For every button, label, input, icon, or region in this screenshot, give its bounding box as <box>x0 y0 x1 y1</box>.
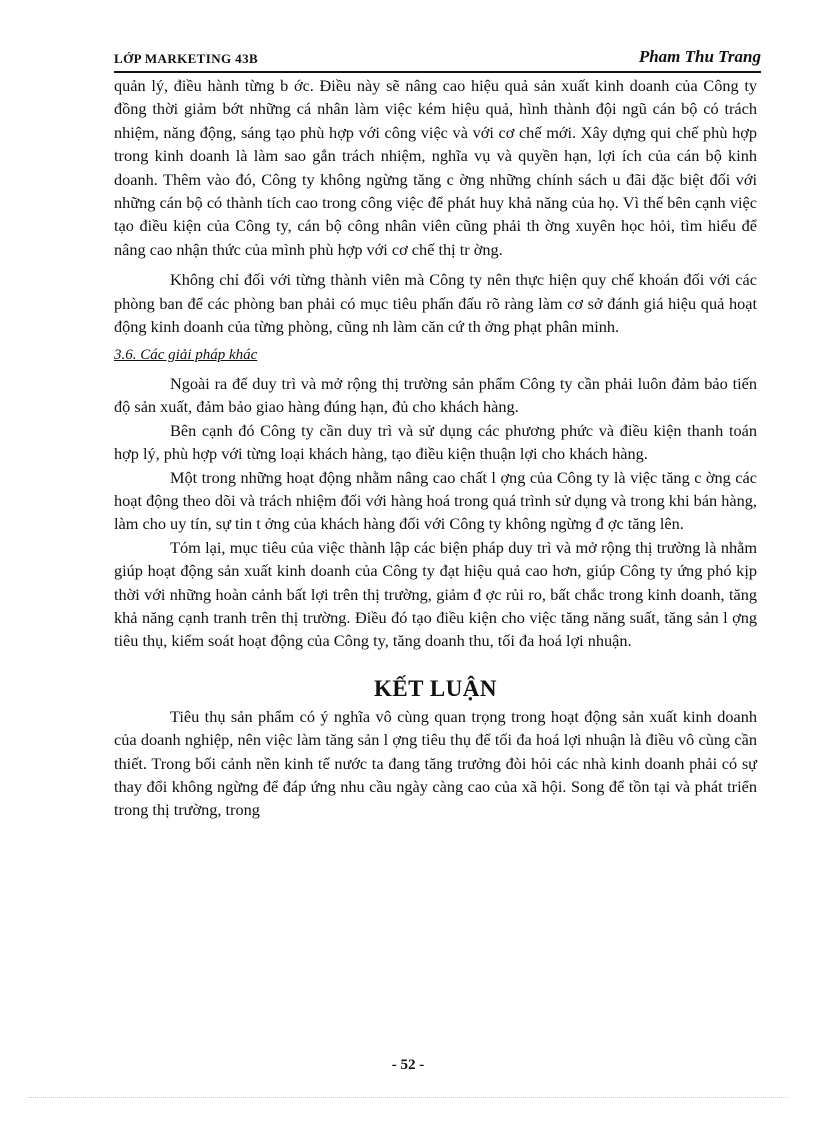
paragraph-2: Không chỉ đối với từng thành viên mà Công ty nên thực hiện quy chế khoán đối với các phòng ban để các phòng ban phải có mục tiêu phấn đấu rõ ràng làm cơ sở đánh giá hiệu quả hoạt động kinh doanh của từng phòng, cũng nh làm căn cứ th ởng phạt phân minh. <box>114 270 757 337</box>
paragraph-4: Bên cạnh đó Công ty cần duy trì và sử dụng các phương phức và điều kiện thanh toán hợp lý, phù hợp với từng loại khách hàng, tạo điều kiện thuận lợi cho khách hàng. <box>114 420 757 464</box>
page-header <box>114 47 761 71</box>
paragraph-5: Một trong những hoạt động nhằm nâng cao chất l ợng của Công ty là việc tăng c ờng các hoạt động theo dõi và trách nhiệm đối với hàng hoá trong quá trình sử dụng và trong khi bán hàng, làm cho uy tín, sự tin t ởng của khách hàng đối với Công ty không ngừng đ ợc tăng lên. <box>114 467 757 534</box>
header-author-name: Pham Thu Trang <box>638 47 761 66</box>
paragraph-1: quản lý, điều hành từng b ớc. Điều này sẽ nâng cao hiệu quả sản xuất kinh doanh của Công ty đồng thời giảm bớt những cá nhân làm việc kém hiệu quả, hình thành đội ngũ cán bộ có trách nhiệm, năng động, sáng tạo phù hợp với công việc và với cơ chế mới. Xây dựng qui chế phù hợp trong kinh doanh là làm sao gắn trách nhiệm, nghĩa vụ và quyền hạn, lợi ích của cán bộ kinh doanh. Thêm vào đó, Công ty không ngừng tăng c ờng những chính sách u đãi đặc biệt đối với những cán bộ có thành tích cao trong công việc để phát huy khả năng của họ. Vì thế bên cạnh việc tạo điều kiện của Công ty, cán bộ công nhân viên cũng phải th ờng xuyên học hỏi, tìm hiểu để nâng cao nhận thức của mình phù hợp với cơ chế thị tr ờng. <box>114 76 757 259</box>
header-rule <box>114 71 761 73</box>
header-class-label: LỚP MARKETING 43B <box>114 51 259 66</box>
page-bottom-divider <box>28 1097 788 1098</box>
paragraph-3: Ngoài ra để duy trì và mở rộng thị trường sản phẩm Công ty cần phải luôn đảm bảo tiến độ sản xuất, đảm bảo giao hàng đúng hạn, đủ cho khách hàng. <box>114 373 757 417</box>
conclusion-title: KẾT LUẬN <box>373 675 498 701</box>
document-body <box>114 74 757 822</box>
paragraph-6: Tóm lại, mục tiêu của việc thành lập các biện pháp duy trì và mở rộng thị trường là nhằm giúp hoạt động sản xuất kinh doanh của Công ty đạt hiệu quả cao hơn, giúp Công ty ứng phó kịp thời với những hoàn cảnh bất lợi trên thị trường, giảm đ ợc rủi ro, bất chắc trong kinh doanh, tăng khả năng cạnh tranh trên thị trường. Điều đó tạo điều kiện cho việc tăng năng suất, tăng sản l ợng tiêu thụ, kiểm soát hoạt động của Công ty, tăng doanh thu, tối đa hoá lợi nhuận. <box>114 537 757 651</box>
section-heading: 3.6. Các giải pháp khác <box>114 347 258 364</box>
page-number: - 52 - <box>391 1057 425 1073</box>
paragraph-7: Tiêu thụ sản phẩm có ý nghĩa vô cùng quan trọng trong hoạt động sản xuất kinh doanh của doanh nghiệp, nên việc làm tăng sản l ợng tiêu thụ để tối đa hoá lợi nhuận là điều vô cùng cần thiết. Trong bối cảnh nền kinh tế nước ta đang tăng trưởng đòi hỏi các nhà kinh doanh phải có sự thay đổi không ngừng để đáp ứng nhu cầu ngày càng cao của xã hội. Song để tồn tại và phát triển trong thị trường, trong <box>114 706 757 820</box>
